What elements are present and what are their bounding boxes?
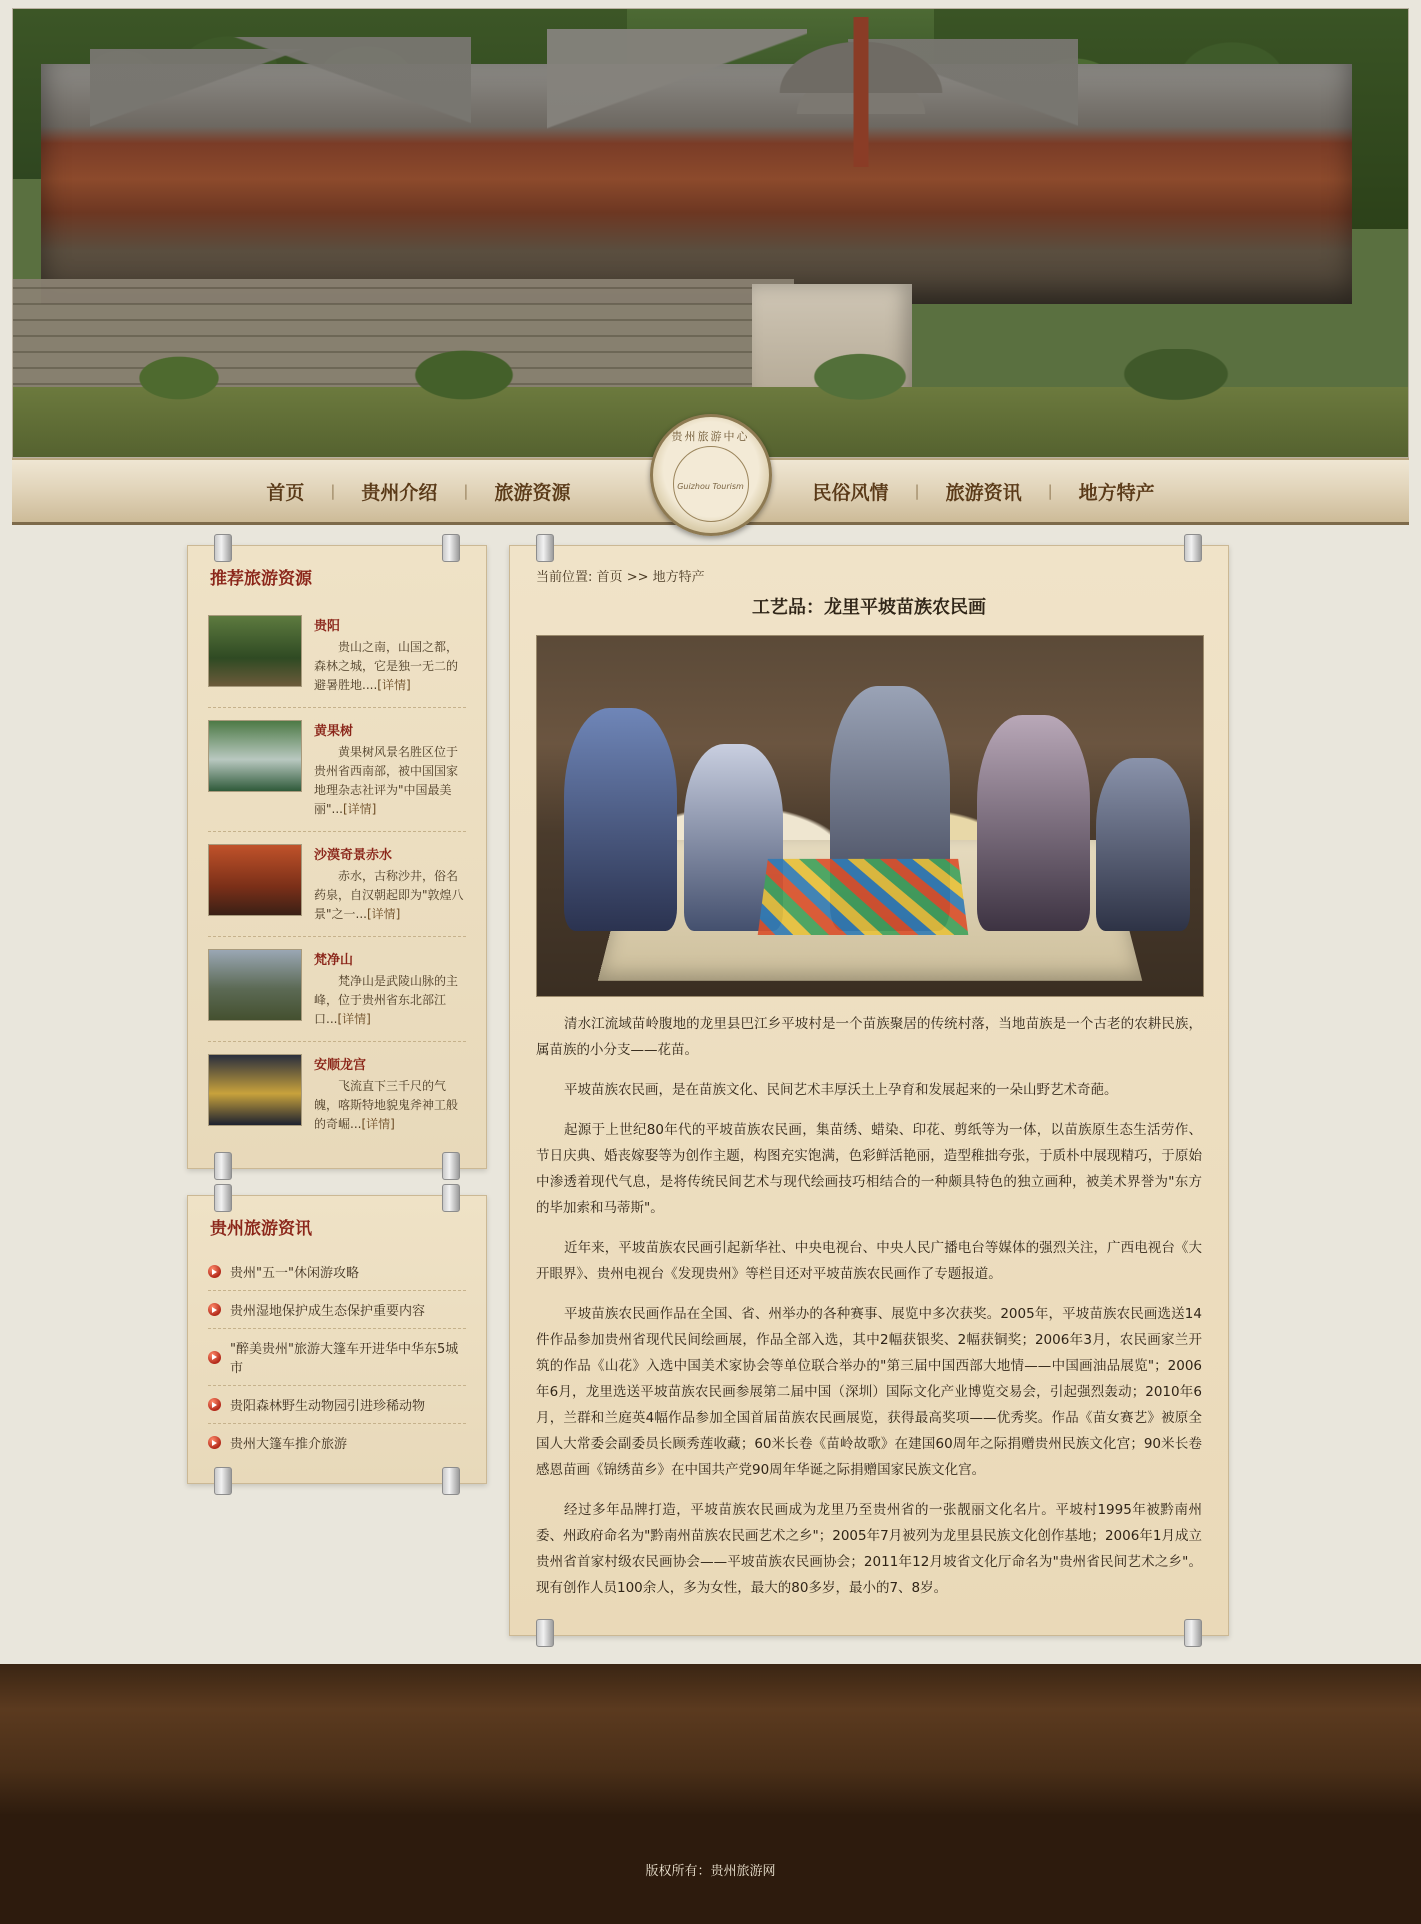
arrow-bullet-icon	[208, 1265, 221, 1278]
detail-link[interactable]: [详情]	[342, 802, 377, 816]
content-area	[0, 525, 1421, 1636]
list-item-text	[314, 615, 466, 695]
clip-icon	[1184, 1619, 1202, 1647]
list-item-desc-text: 赤水，古称沙井，俗名药泉，自汉朝起即为"敦煌八景"之一...	[314, 869, 464, 921]
footer-inner	[0, 1814, 1421, 1924]
clip-icon	[214, 534, 232, 562]
list-item-title[interactable]: 沙漠奇景赤水	[314, 848, 393, 863]
article-paragraph: 近年来，平坡苗族农民画引起新华社、中央电视台、中央人民广播电台等媒体的强烈关注，广西电视台《大开眼界》、贵州电视台《发现贵州》等栏目还对平坡苗族农民画作了专题报道。	[536, 1240, 1202, 1282]
image-person	[1096, 758, 1189, 931]
nav-item-local-specialty[interactable]: 地方特产	[1078, 481, 1155, 504]
nav-item-tourism-news[interactable]: 旅游资讯	[945, 481, 1022, 504]
thumbnail-image[interactable]	[208, 949, 302, 1021]
list-item-desc	[314, 867, 466, 924]
nav-separator: |	[1047, 482, 1053, 500]
sidebar	[187, 545, 487, 1510]
clip-icon	[536, 534, 554, 562]
recommend-panel	[187, 545, 487, 1169]
breadcrumb-label: 当前位置:	[536, 570, 593, 585]
clip-icon	[442, 1152, 460, 1180]
list-item-title[interactable]: 贵阳	[314, 619, 341, 634]
news-link[interactable]: "醉美贵州"旅游大篷车开进华中华东5城市	[230, 1342, 459, 1376]
copyright-text: 版权所有：贵州旅游网	[645, 1863, 776, 1879]
arrow-bullet-icon	[208, 1436, 221, 1449]
news-link[interactable]: 贵阳森林野生动物园引进珍稀动物	[230, 1399, 426, 1414]
list-item-desc-text: 梵净山是武陵山脉的主峰，位于贵州省东北部江口...	[314, 974, 459, 1026]
clip-icon	[442, 534, 460, 562]
news-link[interactable]: 贵州"五一"休闲游攻略	[230, 1266, 359, 1281]
clip-icon	[536, 1619, 554, 1647]
emblem-english-text: Guizhou Tourism	[677, 481, 744, 491]
footer	[0, 1664, 1421, 1924]
emblem-chinese-text: 贵州旅游中心	[671, 430, 750, 443]
hero-drum-tower	[766, 17, 956, 167]
image-person	[564, 708, 677, 931]
clip-icon	[214, 1184, 232, 1212]
arrow-bullet-icon	[208, 1351, 221, 1364]
list-item-text	[314, 949, 466, 1029]
article-main-image	[536, 635, 1204, 997]
article-panel	[509, 545, 1229, 1636]
clip-icon	[214, 1467, 232, 1495]
main-navigation	[12, 430, 1409, 525]
clip-icon	[442, 1184, 460, 1212]
hero-roofs	[69, 29, 1325, 159]
breadcrumb	[536, 566, 1202, 585]
list-item[interactable]	[208, 1291, 466, 1329]
nav-item-home[interactable]: 首页	[266, 481, 305, 504]
image-person	[977, 715, 1090, 931]
list-item[interactable]	[208, 937, 466, 1042]
list-item[interactable]	[208, 1424, 466, 1461]
recommend-panel-title: 推荐旅游资源	[210, 569, 312, 589]
hero-banner-image	[12, 8, 1409, 458]
news-panel-title: 贵州旅游资讯	[210, 1219, 312, 1239]
nav-separator: |	[463, 482, 469, 500]
news-link[interactable]: 贵州大篷车推介旅游	[230, 1437, 348, 1452]
news-panel	[187, 1195, 487, 1484]
list-item-desc-text: 贵山之南，山国之都，森林之城，它是独一无二的避暑胜地....	[314, 640, 459, 692]
list-item-title[interactable]: 黄果树	[314, 724, 354, 739]
list-item-desc	[314, 638, 466, 695]
list-item[interactable]	[208, 1386, 466, 1424]
list-item-desc-text: 黄果树风景名胜区位于贵州省西南部，被中国国家地理杂志社评为"中国最美丽"...	[314, 745, 459, 816]
article-paragraph: 经过多年品牌打造，平坡苗族农民画成为龙里乃至贵州省的一张靓丽文化名片。平坡村1995年被黔南州委、州政府命名为"黔南州苗族农民画艺术之乡"；2005年7月被列为龙里县民族文化创作基地；2006年1月成立贵州省首家村级农民画协会——平坡苗族农民画协会；2011年12月坡省文化厅命名为"贵州省民间艺术之乡"。 现有创作人员100余人，多为女性，最大的80多岁，最小的7、8岁。	[536, 1502, 1202, 1596]
list-item-text	[314, 1054, 466, 1134]
list-item-text	[314, 844, 466, 924]
list-item[interactable]	[208, 1253, 466, 1291]
image-painting	[758, 859, 968, 935]
nav-separator: |	[330, 482, 336, 500]
list-item[interactable]	[208, 708, 466, 832]
list-item-desc	[314, 972, 466, 1029]
article-paragraph: 清水江流域苗岭腹地的龙里县巴江乡平坡村是一个苗族聚居的传统村落，当地苗族是一个古老的农耕民族，属苗族的小分支——花苗。	[536, 1016, 1202, 1058]
detail-link[interactable]: [详情]	[337, 1012, 371, 1026]
detail-link[interactable]: [详情]	[366, 907, 401, 921]
article-paragraph: 起源于上世纪80年代的平坡苗族农民画，集苗绣、蜡染、印花、剪纸等为一体，以苗族原生态生活劳作、节日庆典、婚丧嫁娶等为创作主题，构图充实饱满，色彩鲜活艳丽，造型稚拙夸张，于质朴中展现精巧，于原始中渗透着现代气息，是将传统民间艺术与现代绘画技巧相结合的一种颇具特色的独立画种，被美术界誉为"东方的毕加索和马蒂斯"。	[536, 1122, 1202, 1216]
nav-separator: |	[914, 482, 920, 500]
list-item[interactable]	[208, 832, 466, 937]
detail-link[interactable]: [详情]	[361, 1117, 395, 1131]
thumbnail-image[interactable]	[208, 615, 302, 687]
main-column	[509, 545, 1229, 1636]
arrow-bullet-icon	[208, 1398, 221, 1411]
clip-icon	[214, 1152, 232, 1180]
detail-link[interactable]: [详情]	[377, 678, 411, 692]
clip-icon	[442, 1467, 460, 1495]
hero-bushes	[13, 349, 1408, 409]
list-item-title[interactable]: 梵净山	[314, 953, 354, 968]
thumbnail-image[interactable]	[208, 844, 302, 916]
news-link[interactable]: 贵州湿地保护成生态保护重要内容	[230, 1304, 426, 1319]
footer-band	[0, 1664, 1421, 1814]
nav-item-tourism-resources[interactable]: 旅游资源	[494, 481, 571, 504]
article-paragraph: 平坡苗族农民画作品在全国、省、州举办的各种赛事、展览中多次获奖。2005年，平坡苗族农民画选送14件作品参加贵州省现代民间绘画展，作品全部入选，其中2幅获银奖、2幅获铜奖；2006年3月，农民画家兰开筑的作品《山花》入选中国美术家协会等单位联合举办的"第三届中国西部大地情——中国画油品展览"；2006年6月，龙里选送平坡苗族农民画参展第二届中国（深圳）国际文化产业博览交易会，引起强烈轰动；2010年6月，兰群和兰庭英4幅作品参加全国首届苗族农民画展览，获得最高奖项——优秀奖。作品《苗女赛艺》被原全国人大常委会副委员长顾秀莲收藏；60米长卷《苗岭故歌》在建国60周年之际捐赠贵州民族文化宫；90米长卷感恩苗画《锦绣苗乡》在中国共产党90周年华诞之际捐赠国家民族文化宫。	[536, 1306, 1202, 1478]
nav-item-folk-customs[interactable]: 民俗风情	[812, 481, 889, 504]
emblem-ring	[673, 446, 749, 522]
thumbnail-image[interactable]	[208, 720, 302, 792]
list-item-desc-text: 飞流直下三千尺的气魄，喀斯特地貌鬼斧神工般的奇崛...	[314, 1079, 459, 1131]
clip-icon	[1184, 534, 1202, 562]
list-item-title[interactable]: 安顺龙宫	[314, 1058, 367, 1073]
arrow-bullet-icon	[208, 1303, 221, 1316]
page-title: 工艺品：龙里平坡苗族农民画	[752, 597, 986, 618]
list-item-desc	[314, 1077, 466, 1134]
list-item-text	[314, 720, 466, 819]
breadcrumb-home-link[interactable]: 首页	[596, 570, 623, 585]
breadcrumb-current: 地方特产	[652, 570, 705, 585]
list-item[interactable]	[208, 1329, 466, 1386]
nav-item-guizhou-intro[interactable]: 贵州介绍	[361, 481, 438, 504]
list-item[interactable]	[208, 1042, 466, 1146]
list-item[interactable]	[208, 603, 466, 708]
thumbnail-image[interactable]	[208, 1054, 302, 1126]
breadcrumb-separator: >>	[626, 570, 649, 585]
site-logo-emblem[interactable]	[650, 414, 772, 536]
article-paragraph: 平坡苗族农民画，是在苗族文化、民间艺术丰厚沃土上孕育和发展起来的一朵山野艺术奇葩。	[564, 1082, 1118, 1098]
list-item-desc	[314, 743, 466, 819]
